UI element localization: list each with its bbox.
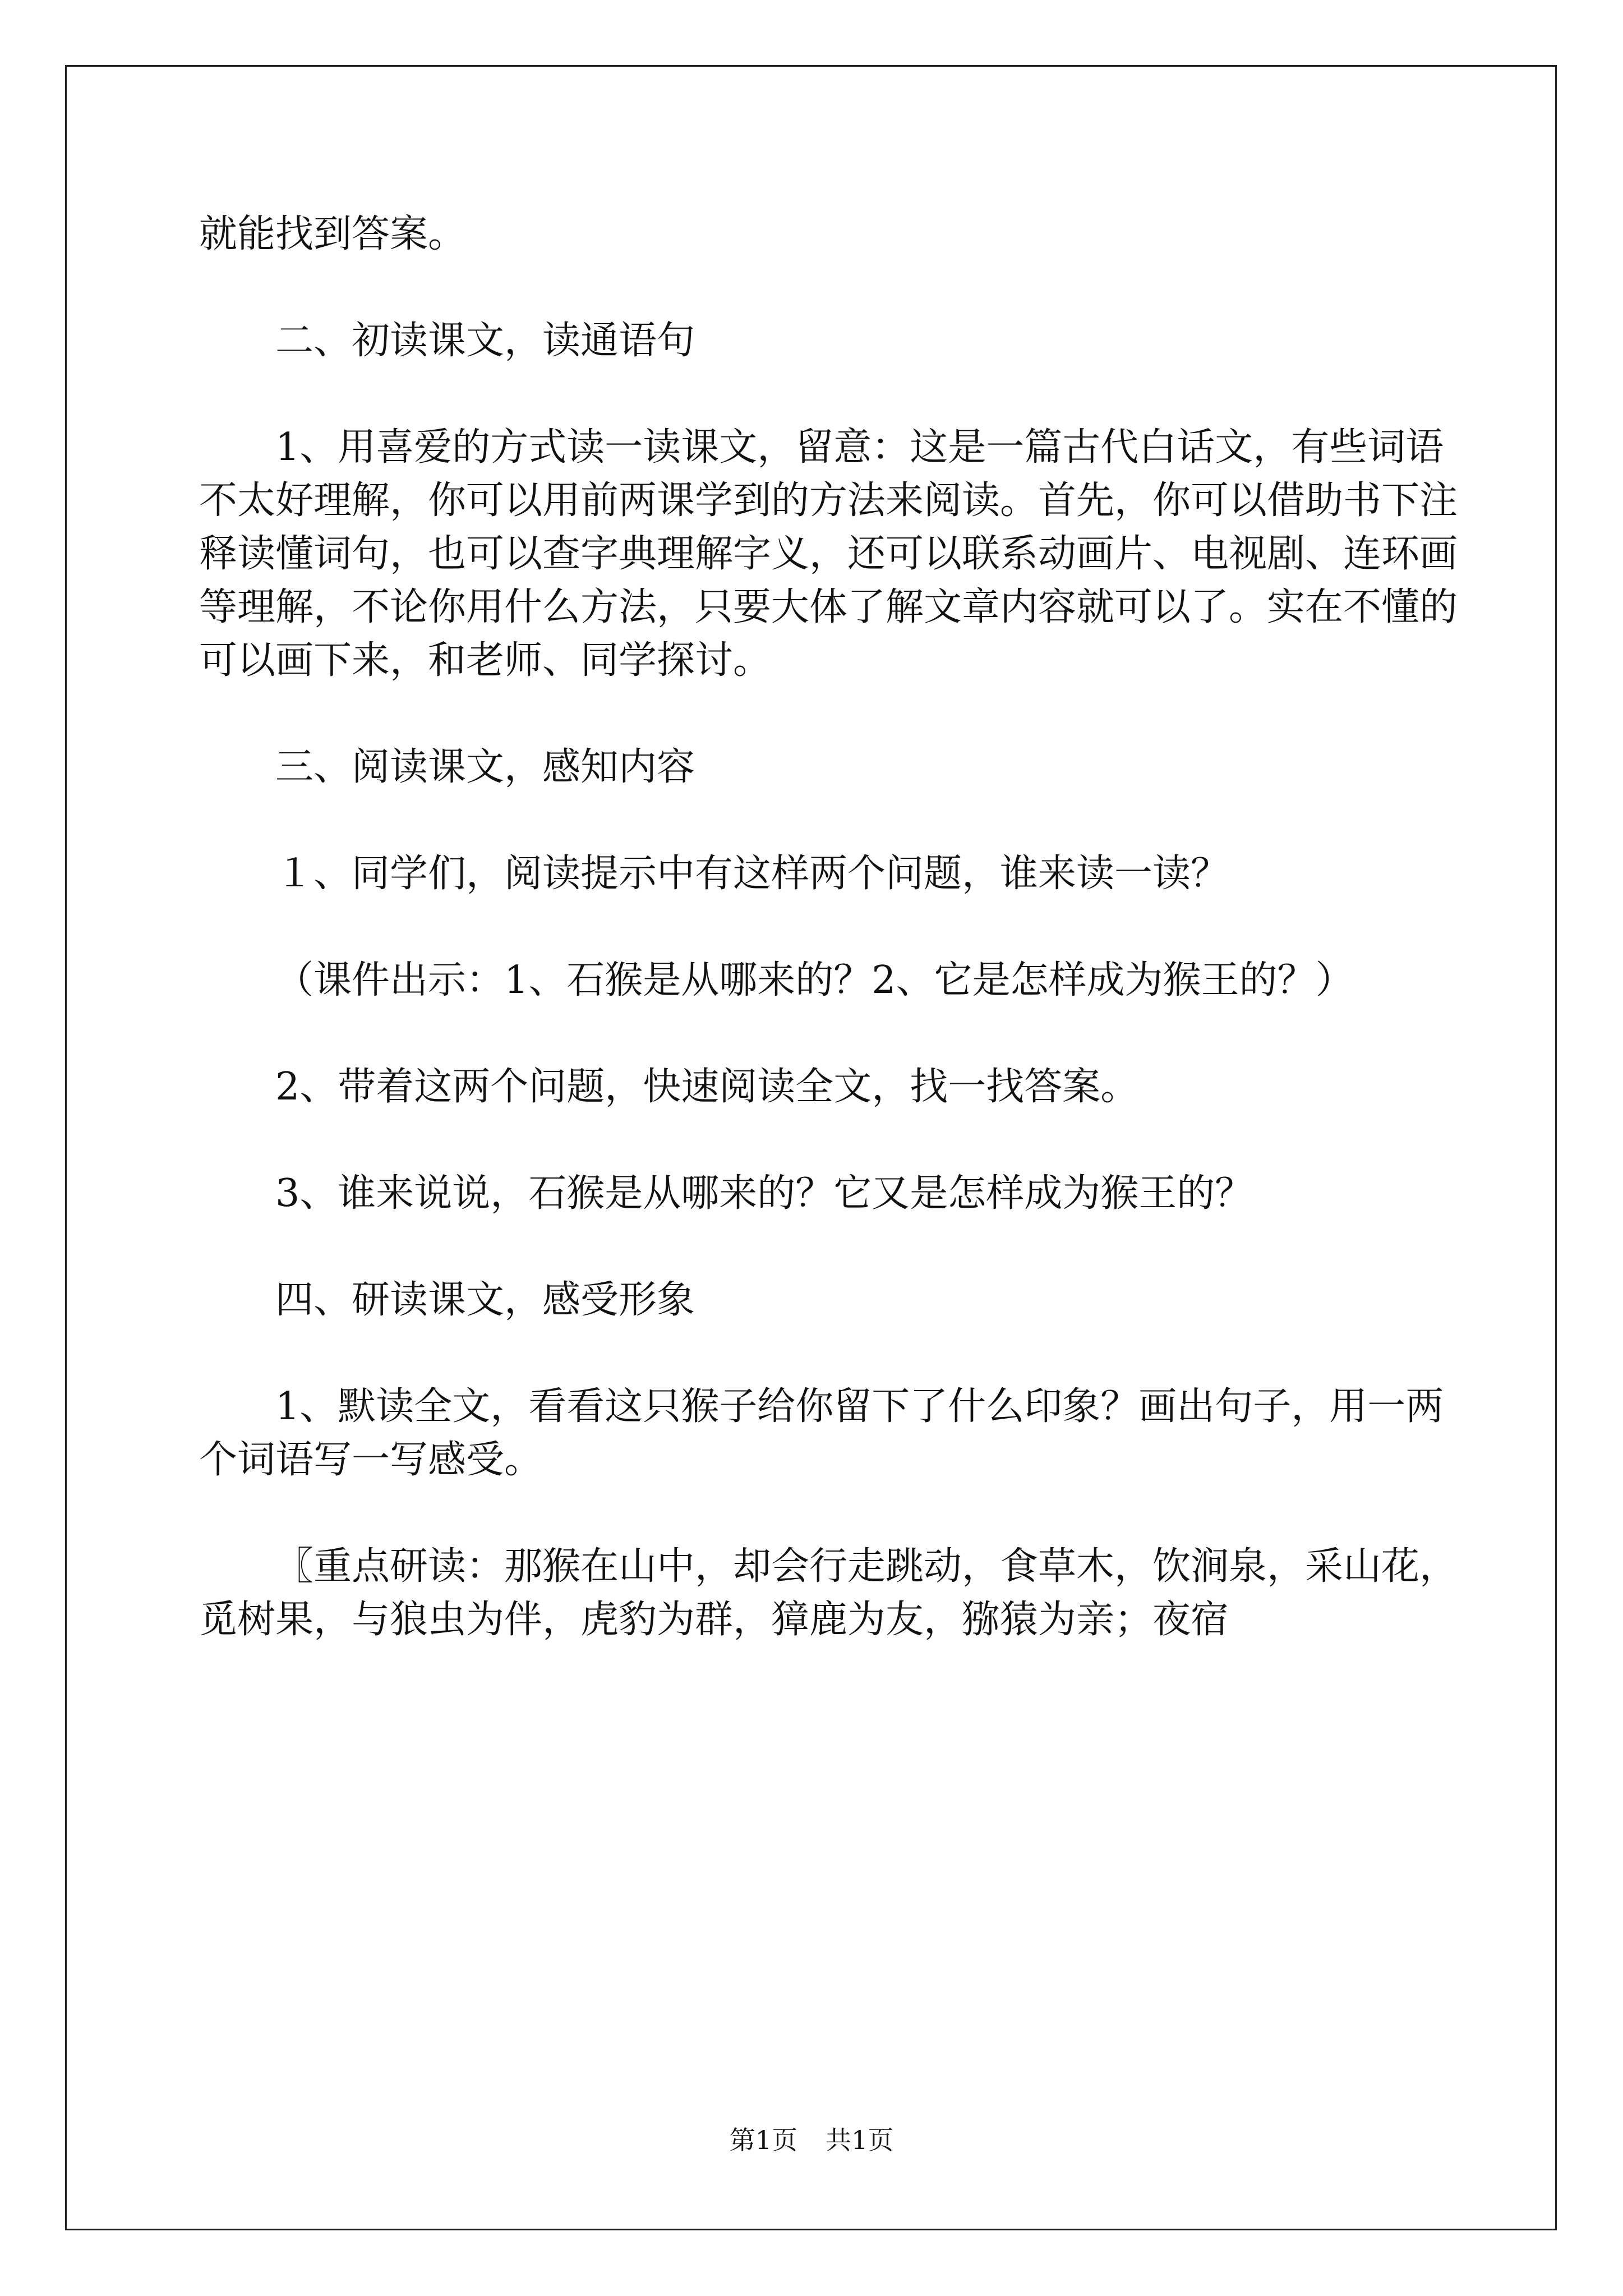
- paragraph-1: 就能找到答案。: [199, 212, 467, 256]
- page-number: 第1页: [729, 2125, 797, 2155]
- paragraph-10: 1、默读全文，看看这只猴子给你留下了什么印象？画出句子，用一两个词语写一写感受。: [199, 1384, 1444, 1482]
- page-total: 共1页: [826, 2125, 894, 2155]
- paragraph-11: 〖重点研读：那猴在山中，却会行走跳动，食草木，饮涧泉，采山花，觅树果，与狼虫为伴，虎豹为群，獐鹿为友，猕猿为亲；夜宿: [199, 1544, 1458, 1642]
- paragraph-3: 1、用喜爱的方式读一读课文，留意：这是一篇古代白话文，有些词语不太好理解，你可以用前两课学到的方法来阅读。首先，你可以借助书下注释读懂词句，也可以查字典理解字义，还可以联系动画片、电视剧、连环画等理解，不论你用什么方法，只要大体了解文章内容就可以了。实在不懂的可以画下来，和老师、同学探讨。: [199, 425, 1458, 683]
- section-heading-3: 三、阅读课文，感知内容: [275, 745, 695, 789]
- section-heading-2: 二、初读课文，读通语句: [275, 319, 695, 363]
- paragraph-8: 3、谁来说说，石猴是从哪来的？它又是怎样成为猴王的？: [275, 1171, 1253, 1216]
- page-footer: [0, 2123, 1623, 2157]
- paragraph-7: 2、带着这两个问题，快速阅读全文，找一找答案。: [275, 1065, 1139, 1109]
- paragraph-5: １、同学们，阅读提示中有这样两个问题，谁来读一读？: [275, 852, 1229, 896]
- section-heading-4: 四、研读课文，感受形象: [275, 1278, 695, 1322]
- document-body: [199, 208, 1475, 1700]
- paragraph-6: （课件出示：1、石猴是从哪来的？2、它是怎样成为猴王的？）: [275, 958, 1354, 1002]
